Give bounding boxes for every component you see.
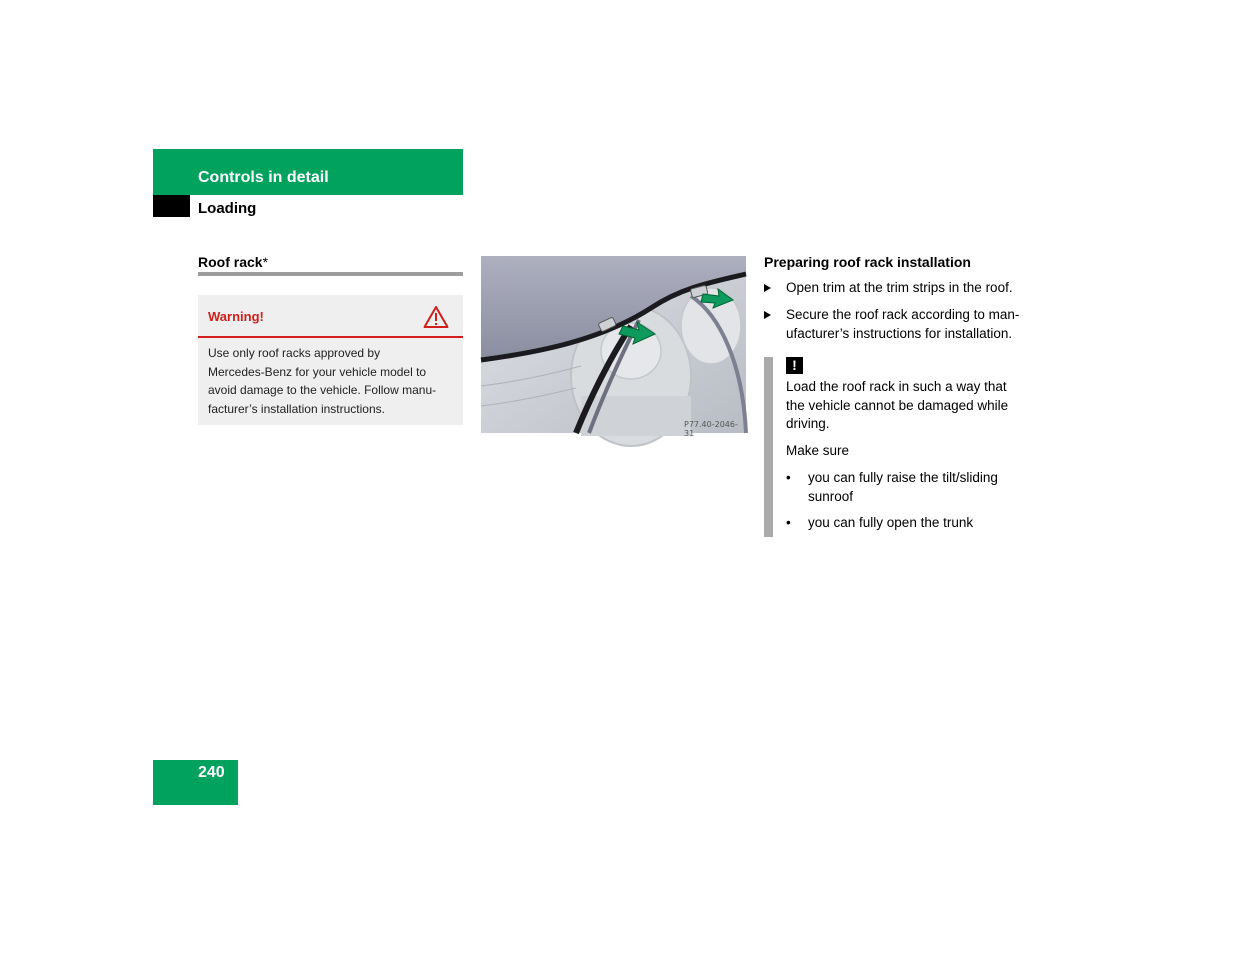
- subsection-title: Loading: [198, 200, 257, 217]
- list-item: [786, 469, 1036, 507]
- list-item: [786, 514, 1036, 534]
- note-line: the vehicle cannot be damaged while: [786, 397, 1009, 413]
- preparing-heading: Preparing roof rack installation: [764, 254, 971, 270]
- step-arrow-icon: [764, 284, 771, 292]
- figure-code: P77.40-2046-31: [684, 420, 738, 438]
- step-line: Secure the roof rack according to man-: [786, 307, 1020, 322]
- warning-line: Use only roof racks approved by: [208, 346, 381, 360]
- step-line: ufacturer’s instructions for installation.: [786, 325, 1013, 341]
- bullet-dot: •: [786, 515, 791, 530]
- bullet-dot: •: [786, 470, 791, 485]
- subsection-marker: [153, 195, 190, 217]
- note-line: Load the roof rack in such a way that: [786, 379, 1007, 394]
- warning-header: [198, 295, 463, 338]
- roof-rack-heading-text: Roof rack: [198, 254, 263, 270]
- step-item: [764, 306, 1039, 346]
- bullet-text: [808, 514, 1036, 533]
- page-number: 240: [198, 764, 225, 781]
- bullet-line: you can fully raise the tilt/sliding: [808, 470, 998, 485]
- step-item: [764, 279, 1039, 299]
- step-arrow-icon: [764, 311, 771, 319]
- warning-line: avoid damage to the vehicle. Follow manu-: [208, 383, 437, 398]
- warning-label: Warning!: [208, 309, 264, 324]
- step-text: [786, 279, 1039, 298]
- roof-illustration: [481, 256, 746, 438]
- bullet-text: [808, 469, 1036, 506]
- warning-box: [198, 295, 463, 425]
- note-make-sure: Make sure: [786, 443, 850, 458]
- note-line: driving.: [786, 416, 830, 432]
- optional-equipment-marker: *: [262, 254, 269, 270]
- heading-rule: [198, 272, 463, 276]
- note-exclamation-icon: !: [786, 357, 803, 374]
- roof-rack-heading: [198, 254, 268, 270]
- bullet-line: sunroof: [808, 488, 854, 504]
- step-line: Open trim at the trim strips in the roof.: [786, 280, 1013, 295]
- page-number-box: [153, 760, 238, 805]
- bullet-line: you can fully open the trunk: [808, 515, 974, 530]
- note-bar: [764, 357, 773, 537]
- warning-text: [208, 344, 456, 419]
- section-title: Controls in detail: [198, 169, 329, 186]
- warning-line: facturer’s installation instructions.: [208, 402, 385, 417]
- warning-line: Mercedes-Benz for your vehicle model to: [208, 364, 427, 379]
- note-paragraph: [786, 378, 1036, 434]
- warning-triangle-icon: [423, 305, 449, 329]
- step-text: [786, 306, 1039, 343]
